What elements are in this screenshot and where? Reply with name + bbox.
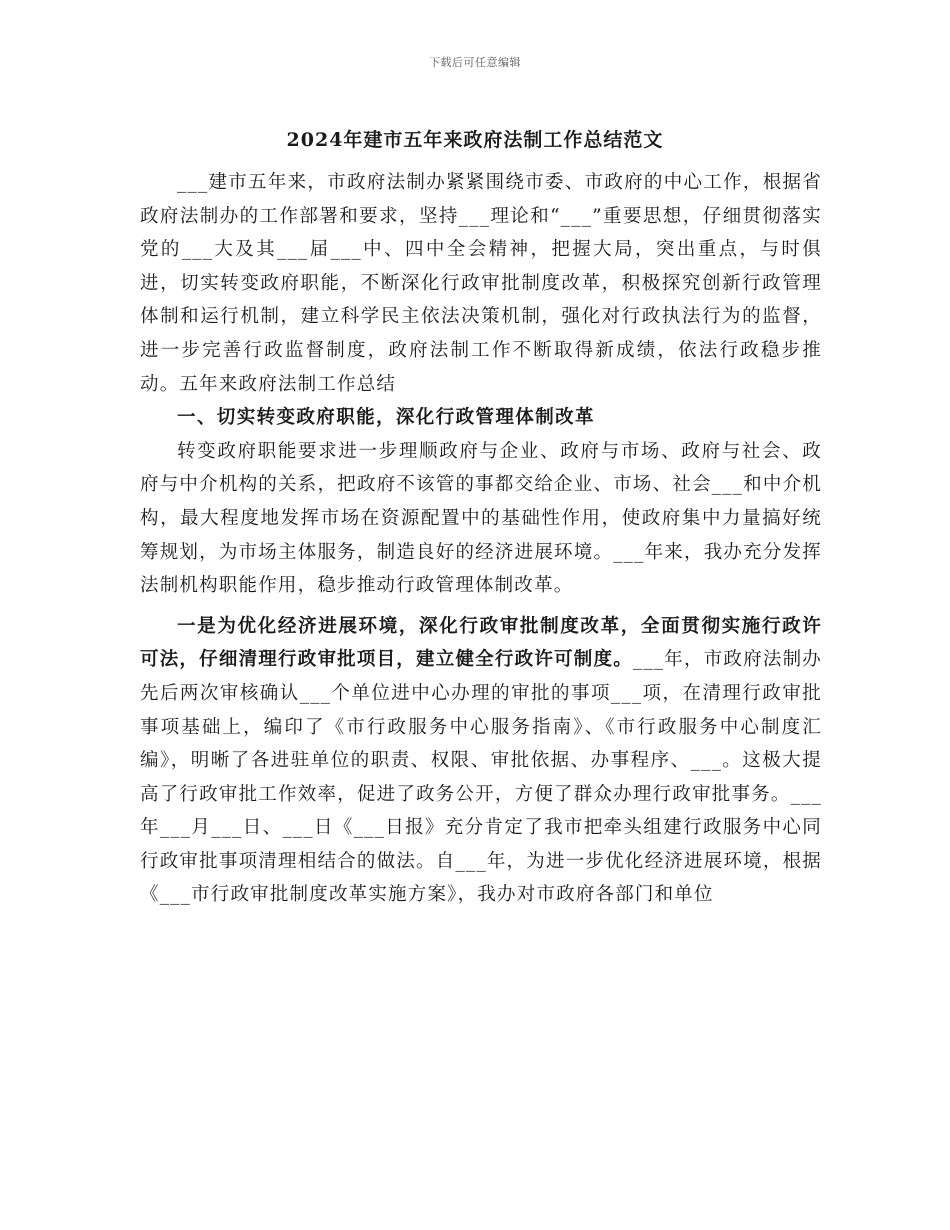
intro-paragraph: ___建市五年来，市政府法制办紧紧围绕市委、市政府的中心工作，根据省政府法制办的工作部署和要求，坚持___理论和“___”重要思想，仔细贯彻落实党的___大及其___届___中、四中全会精神，把握大局，突出重点，与时俱进，切实转变政府职能，不断深化行政审批制度改革，积极探究创新行政管理体制和运行机制，建立科学民主依法决策机制，强化对行政执法行为的监督，进一步完善行政监督制度，政府法制工作不断取得新成绩，依法行政稳步推动。五年来政府法制工作总结 (140, 172, 822, 395)
document-title: 2024年建市五年来政府法制工作总结范文 (286, 129, 664, 151)
page-header-note: 下载后可任意编辑 (429, 56, 521, 69)
item-1-text: ___年，市政府法制办先后两次审核确认___个单位进中心办理的审批的事项___项，在清理行政审批事项基础上，编印了《市行政服务中心服务指南》、《市行政服务中心制度汇编》，明晰了各进驻单位的职责、权限、审批依据、办事程序、___。这极大提高了行政审批工作效率，促进了政务公开，方便了群众办理行政审批事务。___年___月___日、___日《___日报》充分肯定了我市把牵头组建行政服务中心同行政审批事项清理相结合的做法。自___年，为进一步优化经济进展环境，根据《___市行政审批制度改革实施方案》，我办对市政府各部门和单位 (140, 649, 822, 906)
item-1-paragraph (140, 610, 822, 912)
section-1-heading: 一、切实转变政府职能，深化行政管理体制改革 (177, 407, 595, 429)
section-1-paragraph: 转变政府职能要求进一步理顺政府与企业、政府与市场、政府与社会、政府与中介机构的关系，把政府不该管的事都交给企业、市场、社会___和中介机构，最大程度地发挥市场在资源配置中的基础性作用，使政府集中力量搞好统筹规划，为市场主体服务，制造良好的经济进展环境。___年来，我办充分发挥法制机构职能作用，稳步推动行政管理体制改革。 (140, 440, 822, 597)
item-1-lead: 一是为优化经济进展环境，深化行政审批制度改革，全面贯彻实施行政许可法，仔细清理行政审批项目，建立健全行政许可制度。 (140, 615, 822, 671)
document-body (140, 166, 822, 912)
